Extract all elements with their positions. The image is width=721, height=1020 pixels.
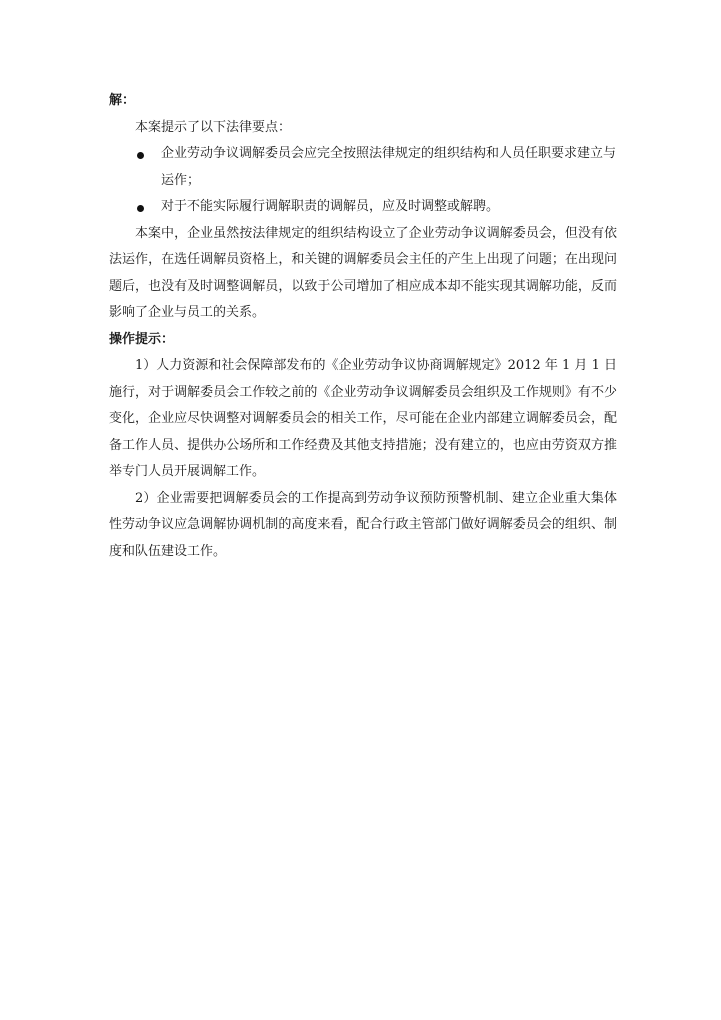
- bullet-item: [109, 141, 617, 194]
- bullet-icon: [137, 205, 144, 212]
- document-page: [109, 88, 617, 565]
- analysis-paragraph: 本案中，企业虽然按法律规定的组织结构设立了企业劳动争议调解委员会，但没有依法运作，在选任调解员资格上，和关键的调解委员会主任的产生上出现了问题；在出现问题后，也没有及时调整调解员，以致于公司增加了相应成本却不能实现其调解功能，反而影响了企业与员工的关系。: [109, 225, 617, 320]
- tip-paragraph-1: 1）人力资源和社会保障部发布的《企业劳动争议协商调解规定》2012 年 1 月 1 日施行，对于调解委员会工作较之前的《企业劳动争议调解委员会组织及工作规则》有不少变化，企业应尽快调整对调解委员会的相关工作，尽可能在企业内部建立调解委员会，配备工作人员、提供办公场所和工作经费及其他支持措施；没有建立的，也应由劳资双方推举专门人员开展调解工作。: [109, 358, 617, 479]
- bullet-item: [109, 194, 617, 221]
- tips-heading: 操作提示：: [109, 331, 175, 347]
- tip-paragraph-2: 2）企业需要把调解委员会的工作提高到劳动争议预防预警机制、建立企业重大集体性劳动争议应急调解协调机制的高度来看，配合行政主管部门做好调解委员会的组织、制度和队伍建设工作。: [109, 490, 617, 559]
- bullet-text: 企业劳动争议调解委员会应完全按照法律规定的组织结构和人员任职要求建立与运作；: [161, 146, 617, 188]
- bullet-text: 对于不能实际履行调解职责的调解员，应及时调整或解聘。: [161, 199, 500, 214]
- bullet-icon: [137, 152, 144, 159]
- intro-paragraph: 本案提示了以下法律要点：: [135, 119, 292, 135]
- answer-heading: 解：: [109, 93, 136, 108]
